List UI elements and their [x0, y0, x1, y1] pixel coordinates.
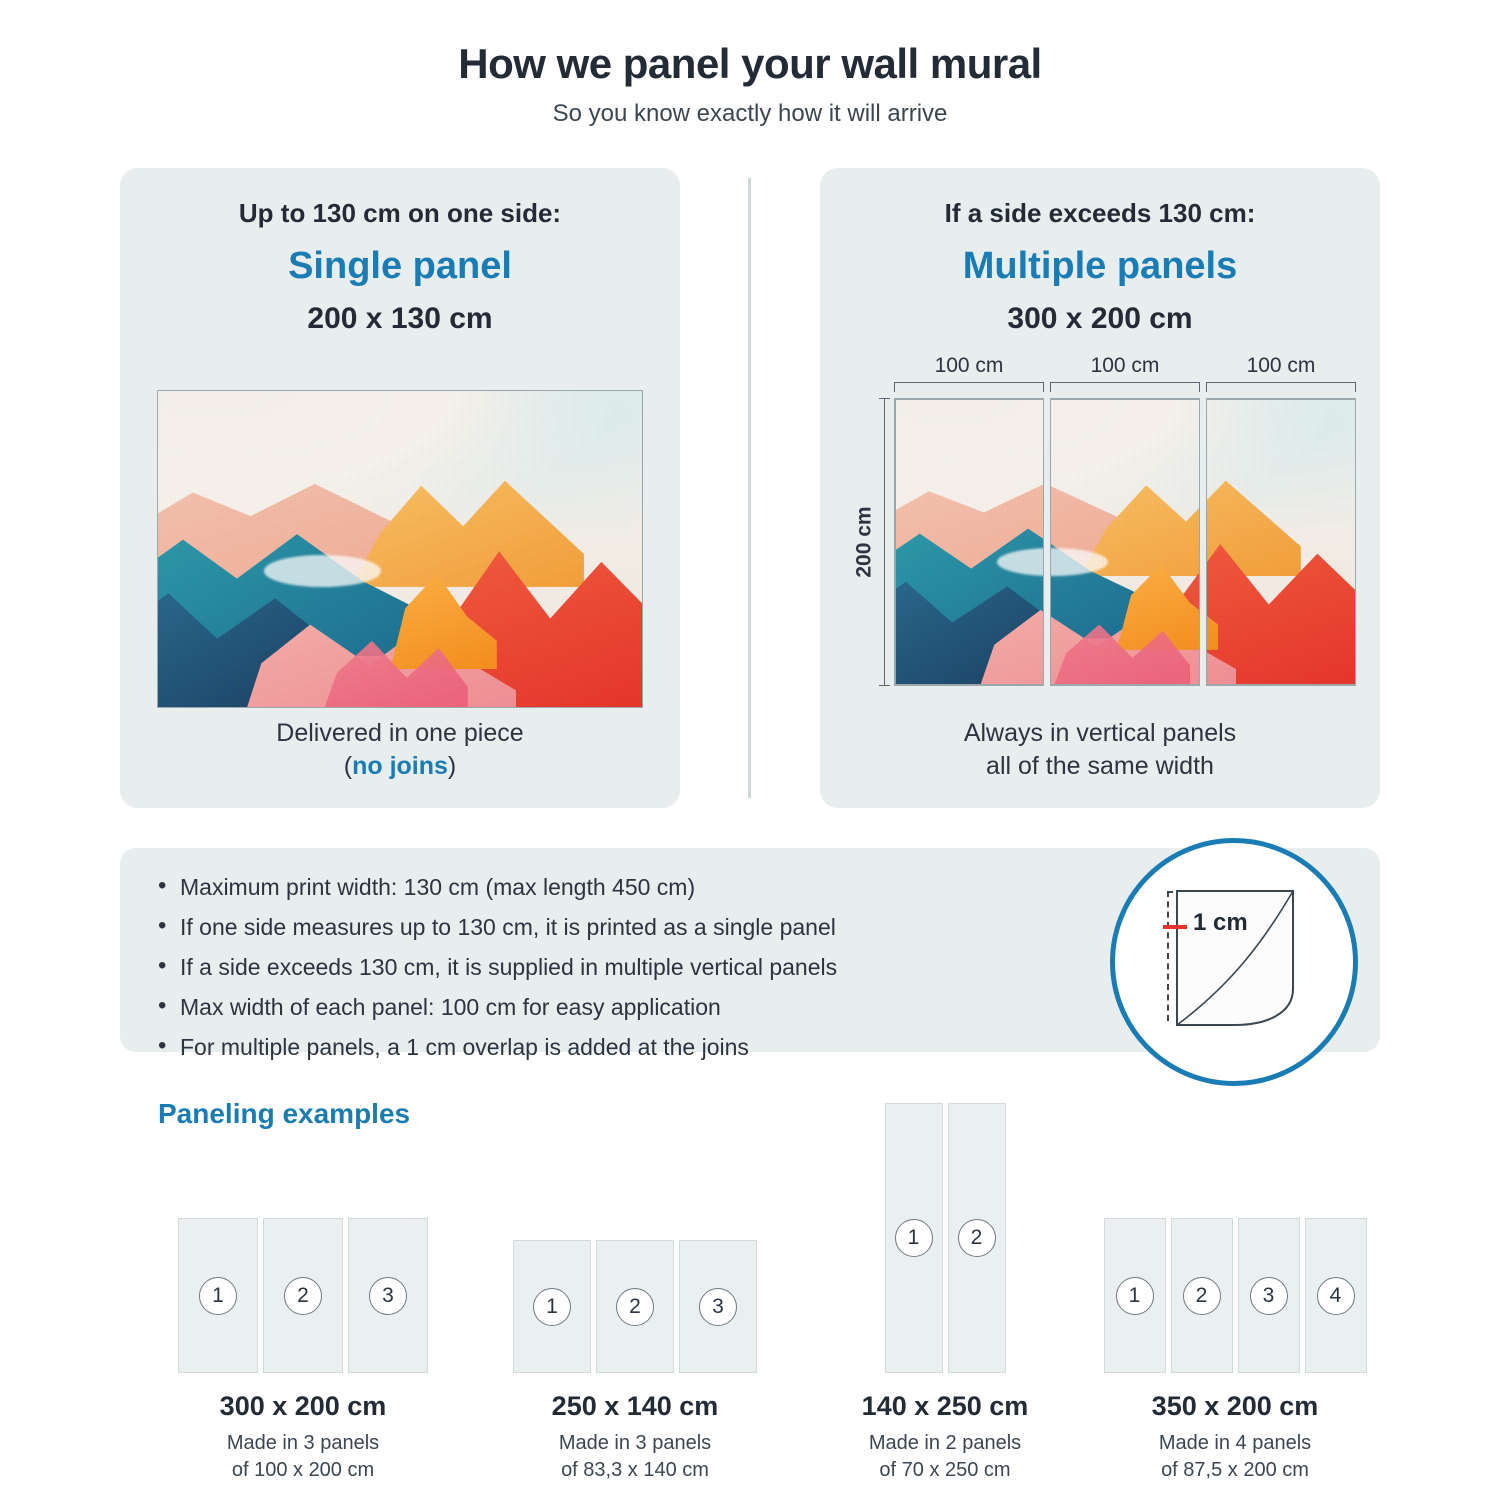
single-panel-footnote-line1: Delivered in one piece: [276, 719, 524, 747]
width-tick: [1050, 382, 1200, 392]
panel-width-label: 100 cm: [1246, 354, 1316, 377]
width-dimension-ticks: [894, 382, 1356, 392]
list-item: • If a side exceeds 130 cm, it is supplied in multiple vertical panels: [154, 956, 1346, 979]
panel-number: 4: [1317, 1277, 1355, 1315]
example-panel: [263, 1218, 343, 1373]
list-item: • Max width of each panel: 100 cm for easy application: [154, 996, 1346, 1019]
single-panel-footnote: [120, 717, 680, 782]
multiple-panels-heading: Multiple panels: [962, 245, 1238, 287]
multiple-panels-dimensions: 300 x 200 cm: [1007, 302, 1193, 335]
width-tick: [1206, 382, 1356, 392]
panel-number: 2: [284, 1277, 322, 1315]
example-panels: [490, 1240, 780, 1373]
example-note: Made in 2 panels of 70 x 250 cm: [868, 1432, 1022, 1481]
examples-title: Paneling examples: [158, 1098, 411, 1129]
overlap-inner: [1115, 843, 1353, 1081]
example-panel: [513, 1240, 591, 1373]
page-title: How we panel your wall mural: [458, 40, 1042, 87]
example-panel: [1305, 1218, 1367, 1373]
panel-number: 2: [958, 1219, 996, 1257]
single-panel-kicker: Up to 130 cm on one side:: [238, 198, 562, 228]
example-panels: [1070, 1218, 1400, 1373]
page-subtitle: So you know exactly how it will arrive: [552, 100, 948, 127]
example-size: 300 x 200 cm: [219, 1391, 387, 1421]
list-item: • If one side measures up to 130 cm, it is printed as a single panel: [154, 916, 1346, 939]
example-item: [800, 1103, 1090, 1484]
list-item: • Maximum print width: 130 cm (max length 450 cm): [154, 876, 1346, 899]
single-panel-card: [120, 168, 680, 808]
panel-number: 1: [199, 1277, 237, 1315]
example-panel: [1238, 1218, 1300, 1373]
mural-artwork-slice: [1050, 399, 1200, 685]
example-panel: [679, 1240, 757, 1373]
mural-artwork-single: [157, 390, 643, 708]
multiple-panels-footnote-line2: all of the same width: [986, 751, 1214, 780]
header: [0, 0, 1500, 128]
example-size: 250 x 140 cm: [551, 1391, 719, 1421]
example-size: 350 x 200 cm: [1151, 1391, 1319, 1421]
example-panel: [948, 1103, 1006, 1373]
panel-number: 3: [1250, 1277, 1288, 1315]
example-panels: [158, 1218, 448, 1373]
example-panel: [348, 1218, 428, 1373]
panel-number: 2: [1183, 1277, 1221, 1315]
comparison-cards: [120, 168, 1380, 808]
paneling-examples: [120, 1095, 1400, 1485]
card-divider: [748, 178, 751, 798]
multiple-panels-card: [820, 168, 1380, 808]
panel-number: 1: [895, 1219, 933, 1257]
example-panel: [885, 1103, 943, 1373]
height-dimension-label: 200 cm: [853, 506, 877, 578]
vertical-panel: [894, 398, 1044, 686]
mural-artwork-slice: [895, 399, 1044, 685]
example-size: 140 x 250 cm: [861, 1391, 1029, 1421]
multiple-panels-footnote: [820, 717, 1380, 782]
multiple-panels-footnote-line1: Always in vertical panels: [963, 719, 1237, 747]
example-panel: [1171, 1218, 1233, 1373]
vertical-panel: [1206, 398, 1356, 686]
paper-curl-icon: [1115, 843, 1363, 1091]
overlap-measure-label: 1 cm: [1193, 909, 1248, 936]
overlap-measure-marker: [1163, 925, 1187, 929]
width-tick: [894, 382, 1044, 392]
single-panel-heading: Single panel: [288, 245, 512, 287]
overlap-illustration: [1110, 838, 1358, 1086]
panel-number: 2: [616, 1288, 654, 1326]
example-panel: [1104, 1218, 1166, 1373]
panel-number: 1: [1116, 1277, 1154, 1315]
example-item: [1070, 1218, 1400, 1484]
example-note: Made in 3 panels of 100 x 200 cm: [226, 1432, 380, 1481]
panel-number: 3: [699, 1288, 737, 1326]
no-joins-accent: no joins: [352, 751, 448, 780]
single-panel-footnote-line2: (no joins): [343, 751, 457, 780]
panel-width-labels: [894, 354, 1356, 378]
example-panel: [596, 1240, 674, 1373]
panel-number: 3: [369, 1277, 407, 1315]
example-panels: [800, 1103, 1090, 1373]
example-item: [490, 1240, 780, 1484]
example-note: Made in 4 panels of 87,5 x 200 cm: [1158, 1432, 1312, 1481]
height-dimension-axis: [884, 398, 885, 686]
example-item: [158, 1218, 448, 1484]
list-item: • For multiple panels, a 1 cm overlap is added at the joins: [154, 1036, 1346, 1059]
panel-width-label: 100 cm: [934, 354, 1004, 377]
panel-width-label: 100 cm: [1090, 354, 1160, 377]
example-panel: [178, 1218, 258, 1373]
example-note: Made in 3 panels of 83,3 x 140 cm: [558, 1432, 712, 1481]
vertical-panel: [1050, 398, 1200, 686]
panel-number: 1: [533, 1288, 571, 1326]
mural-artwork-slice: [1206, 399, 1356, 685]
multiple-panels-diagram: [844, 354, 1356, 694]
single-panel-dimensions: 200 x 130 cm: [307, 302, 493, 335]
vertical-panels-row: [894, 398, 1356, 686]
multiple-panels-kicker: If a side exceeds 130 cm:: [944, 198, 1256, 228]
